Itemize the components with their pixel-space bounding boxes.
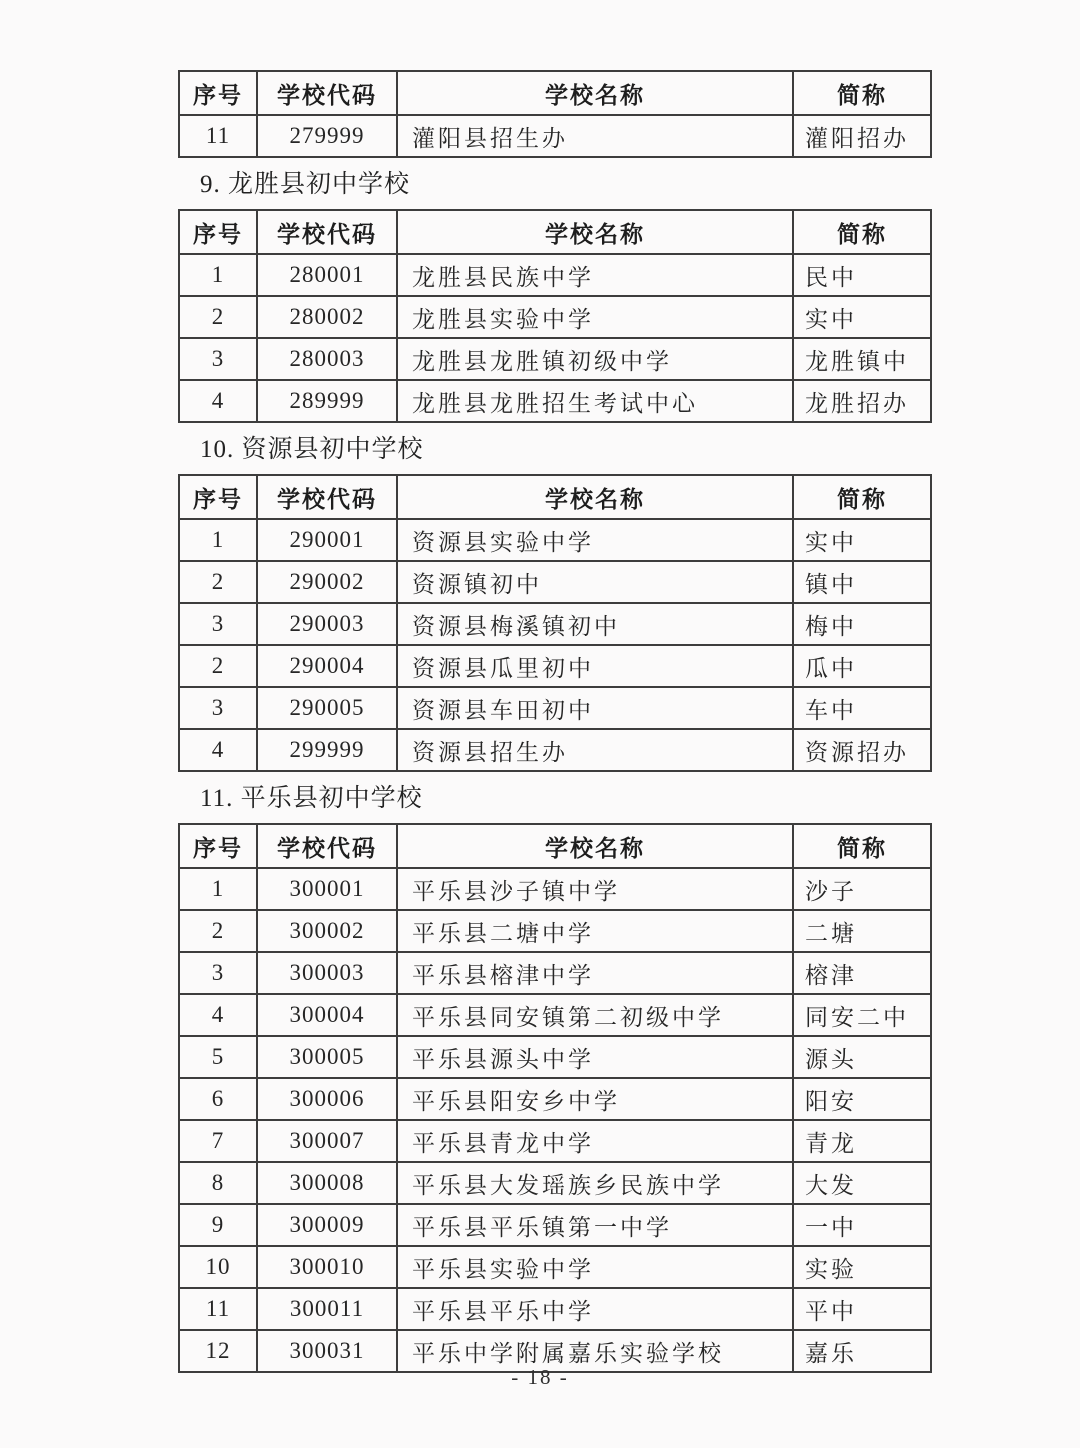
cell-name: 平乐县榕津中学: [397, 952, 793, 994]
cell-code: 290002: [257, 561, 397, 603]
column-header: 简称: [793, 824, 931, 868]
cell-seq: 7: [179, 1120, 257, 1162]
cell-code: 279999: [257, 115, 397, 157]
cell-seq: 2: [179, 910, 257, 952]
column-header: 序号: [179, 824, 257, 868]
cell-abbr: 灌阳招办: [793, 115, 931, 157]
cell-code: 290003: [257, 603, 397, 645]
county-section: [178, 435, 930, 772]
cell-code: 300002: [257, 910, 397, 952]
header-row: [179, 210, 931, 254]
cell-name: 平乐县大发瑶族乡民族中学: [397, 1162, 793, 1204]
page-number: - 18 -: [511, 1365, 569, 1389]
table-row: [179, 868, 931, 910]
table-row: [179, 645, 931, 687]
cell-code: 280002: [257, 296, 397, 338]
cell-name: 平乐县二塘中学: [397, 910, 793, 952]
cell-abbr: 资源招办: [793, 729, 931, 771]
cell-seq: 3: [179, 603, 257, 645]
table-row: [179, 603, 931, 645]
column-header: 学校名称: [397, 824, 793, 868]
table-row: [179, 380, 931, 422]
table-row: [179, 1162, 931, 1204]
table-row: [179, 1204, 931, 1246]
cell-name: 灌阳县招生办: [397, 115, 793, 157]
cell-name: 资源县招生办: [397, 729, 793, 771]
table-row: [179, 115, 931, 157]
table-row: [179, 1120, 931, 1162]
school-table: [178, 209, 932, 423]
cell-name: 平乐县阳安乡中学: [397, 1078, 793, 1120]
cell-abbr: 二塘: [793, 910, 931, 952]
cell-name: 平乐县同安镇第二初级中学: [397, 994, 793, 1036]
cell-name: 资源镇初中: [397, 561, 793, 603]
cell-seq: 3: [179, 687, 257, 729]
cell-seq: 4: [179, 994, 257, 1036]
cell-abbr: 嘉乐: [793, 1330, 931, 1372]
column-header: 简称: [793, 475, 931, 519]
cell-abbr: 车中: [793, 687, 931, 729]
county-section: [178, 70, 930, 158]
cell-code: 290005: [257, 687, 397, 729]
cell-seq: 8: [179, 1162, 257, 1204]
cell-code: 300009: [257, 1204, 397, 1246]
cell-code: 300003: [257, 952, 397, 994]
cell-abbr: 龙胜镇中: [793, 338, 931, 380]
cell-abbr: 榕津: [793, 952, 931, 994]
cell-abbr: 梅中: [793, 603, 931, 645]
table-row: [179, 561, 931, 603]
cell-seq: 2: [179, 561, 257, 603]
cell-code: 300005: [257, 1036, 397, 1078]
table-row: [179, 338, 931, 380]
cell-name: 平乐县实验中学: [397, 1246, 793, 1288]
county-section: [178, 784, 930, 1373]
school-code-list: [178, 70, 930, 1373]
cell-name: 平乐县平乐中学: [397, 1288, 793, 1330]
table-row: [179, 296, 931, 338]
cell-seq: 11: [179, 1288, 257, 1330]
cell-seq: 4: [179, 380, 257, 422]
cell-name: 龙胜县民族中学: [397, 254, 793, 296]
cell-abbr: 阳安: [793, 1078, 931, 1120]
cell-code: 299999: [257, 729, 397, 771]
section-title: 11. 平乐县初中学校: [200, 785, 423, 812]
cell-seq: 1: [179, 868, 257, 910]
section-title: 10. 资源县初中学校: [200, 436, 424, 463]
school-table: [178, 823, 932, 1373]
cell-code: 300004: [257, 994, 397, 1036]
cell-seq: 2: [179, 296, 257, 338]
cell-seq: 5: [179, 1036, 257, 1078]
cell-abbr: 镇中: [793, 561, 931, 603]
school-table: [178, 70, 932, 158]
table-row: [179, 519, 931, 561]
table-row: [179, 254, 931, 296]
cell-name: 龙胜县龙胜招生考试中心: [397, 380, 793, 422]
cell-abbr: 同安二中: [793, 994, 931, 1036]
table-row: [179, 729, 931, 771]
cell-abbr: 龙胜招办: [793, 380, 931, 422]
cell-abbr: 一中: [793, 1204, 931, 1246]
cell-name: 资源县实验中学: [397, 519, 793, 561]
county-section: [178, 170, 930, 423]
cell-seq: 10: [179, 1246, 257, 1288]
column-header: 学校代码: [257, 210, 397, 254]
cell-code: 280001: [257, 254, 397, 296]
cell-abbr: 实中: [793, 519, 931, 561]
cell-abbr: 青龙: [793, 1120, 931, 1162]
column-header: 学校代码: [257, 71, 397, 115]
column-header: 学校代码: [257, 824, 397, 868]
cell-code: 290001: [257, 519, 397, 561]
cell-abbr: 实中: [793, 296, 931, 338]
cell-name: 平乐县沙子镇中学: [397, 868, 793, 910]
cell-name: 平乐县青龙中学: [397, 1120, 793, 1162]
table-row: [179, 687, 931, 729]
cell-seq: 3: [179, 338, 257, 380]
cell-name: 资源县梅溪镇初中: [397, 603, 793, 645]
cell-seq: 1: [179, 254, 257, 296]
table-row: [179, 1078, 931, 1120]
cell-seq: 4: [179, 729, 257, 771]
table-row: [179, 1036, 931, 1078]
school-table: [178, 474, 932, 772]
cell-seq: 2: [179, 645, 257, 687]
cell-name: 资源县车田初中: [397, 687, 793, 729]
column-header: 学校名称: [397, 210, 793, 254]
cell-name: 平乐县源头中学: [397, 1036, 793, 1078]
cell-code: 300001: [257, 868, 397, 910]
column-header: 学校代码: [257, 475, 397, 519]
column-header: 序号: [179, 210, 257, 254]
header-row: [179, 475, 931, 519]
column-header: 学校名称: [397, 71, 793, 115]
table-row: [179, 910, 931, 952]
column-header: 序号: [179, 475, 257, 519]
cell-code: 300031: [257, 1330, 397, 1372]
cell-name: 龙胜县实验中学: [397, 296, 793, 338]
cell-name: 平乐县平乐镇第一中学: [397, 1204, 793, 1246]
cell-code: 300011: [257, 1288, 397, 1330]
cell-seq: 1: [179, 519, 257, 561]
cell-abbr: 民中: [793, 254, 931, 296]
table-row: [179, 994, 931, 1036]
header-row: [179, 824, 931, 868]
cell-abbr: 源头: [793, 1036, 931, 1078]
cell-name: 龙胜县龙胜镇初级中学: [397, 338, 793, 380]
cell-seq: 6: [179, 1078, 257, 1120]
cell-code: 300006: [257, 1078, 397, 1120]
cell-code: 289999: [257, 380, 397, 422]
cell-seq: 3: [179, 952, 257, 994]
cell-name: 平乐中学附属嘉乐实验学校: [397, 1330, 793, 1372]
cell-name: 资源县瓜里初中: [397, 645, 793, 687]
table-row: [179, 1246, 931, 1288]
table-row: [179, 952, 931, 994]
cell-seq: 9: [179, 1204, 257, 1246]
cell-abbr: 瓜中: [793, 645, 931, 687]
cell-abbr: 实验: [793, 1246, 931, 1288]
header-row: [179, 71, 931, 115]
cell-abbr: 平中: [793, 1288, 931, 1330]
column-header: 简称: [793, 210, 931, 254]
table-row: [179, 1288, 931, 1330]
column-header: 序号: [179, 71, 257, 115]
cell-abbr: 沙子: [793, 868, 931, 910]
cell-code: 300010: [257, 1246, 397, 1288]
cell-code: 280003: [257, 338, 397, 380]
cell-code: 290004: [257, 645, 397, 687]
column-header: 学校名称: [397, 475, 793, 519]
cell-code: 300008: [257, 1162, 397, 1204]
cell-code: 300007: [257, 1120, 397, 1162]
cell-seq: 12: [179, 1330, 257, 1372]
cell-seq: 11: [179, 115, 257, 157]
section-title: 9. 龙胜县初中学校: [200, 171, 411, 198]
column-header: 简称: [793, 71, 931, 115]
cell-abbr: 大发: [793, 1162, 931, 1204]
